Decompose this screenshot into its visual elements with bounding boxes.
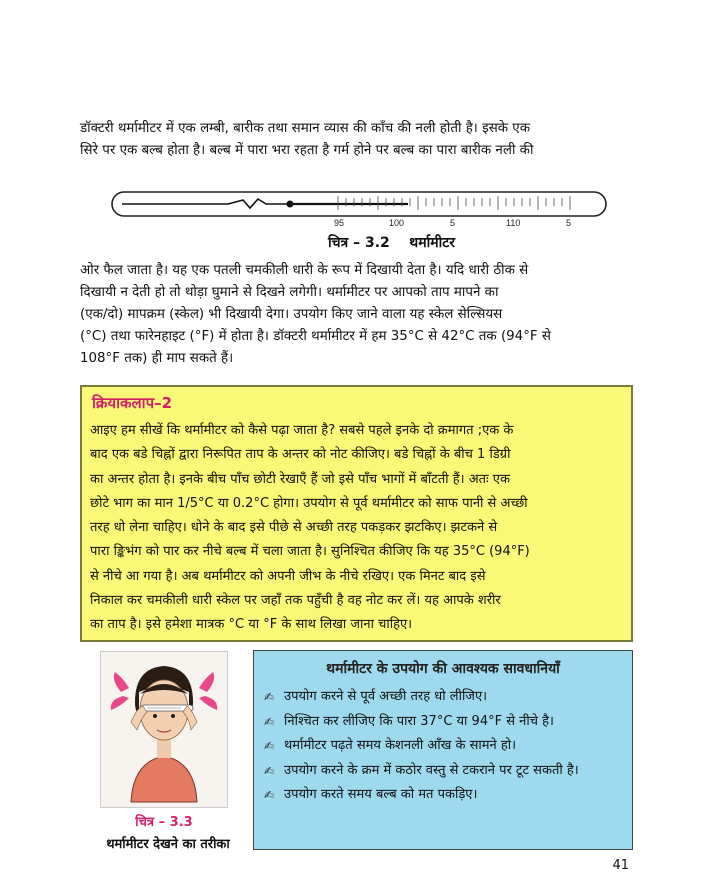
- activity-line: बाद एक बडे चिह्नों द्वारा निरूपित ताप के अन्तर को नोट कीजिए। बडे चिह्नों के बीच 1 डिग्री: [90, 447, 511, 463]
- precaution-item: ✍ उपयोग करने के क्रम में कठोर वस्तु से टकराने पर टूट सकती है।: [262, 759, 626, 784]
- figure-3-2-caption: [328, 233, 455, 252]
- activity-line: से नीचे आ गया है। अब थर्मामीटर को अपनी जीभ के नीचे रखिए। एक मिनट बाद इसे: [90, 568, 486, 584]
- precautions-box: [253, 650, 633, 850]
- scale-label: 95: [334, 218, 345, 228]
- scale-label: 5: [450, 218, 456, 228]
- intro-line: सिरे पर एक बल्ब होता है। बल्ब में पारा भरा रहता है गर्म होने पर बल्ब का पारा बारीक नली की: [80, 143, 534, 158]
- pen-bullet-icon: ✍: [264, 763, 275, 778]
- pen-bullet-icon: ✍: [264, 690, 275, 704]
- figure-caption-text: थर्मामीटर: [409, 235, 456, 251]
- page-number: 41: [612, 858, 629, 873]
- precaution-item: ✍ उपयोग करने से पूर्व अच्छी तरह धो लीजिए।: [262, 685, 626, 710]
- pen-bullet-icon: ✍: [264, 788, 275, 802]
- scale-label: 110: [506, 218, 521, 228]
- activity-line: का ताप है। इसे हमेशा मात्रक °C या °F के साथ लिखा जाना चाहिए।: [90, 617, 413, 633]
- intro-line: डॉक्टरी थर्मामीटर में एक लम्बी, बारीक तथा समान व्यास की काँच की नली होती है। इसके एक: [80, 121, 530, 136]
- thermometer-illustration: [108, 186, 612, 232]
- activity-line: पारा ङ्किभंग को पार कर नीचे बल्ब में चला जाता है। सुनिश्चित कीजिए कि यह 35°C (94°F): [90, 544, 530, 560]
- activity-line: तरह धो लेना चाहिए। धोने के बाद इसे पीछे से अच्छी तरह पकड़कर झटकिए। झटकने से: [90, 520, 498, 536]
- activity-line: छोटे भाग का मान 1/5°C या 0.2°C होगा। उपयोग से पूर्व थर्मामीटर को साफ पानी से अच्छी: [90, 495, 528, 511]
- figure-3-3-caption: चित्र – 3.3: [135, 815, 193, 830]
- precaution-item: ✍ थर्मामीटर पढ़ते समय केशनली आँख के सामने हो।: [262, 734, 626, 759]
- body-line: 108°F तक) ही माप सकते हैं।: [80, 351, 234, 366]
- figure-3-3-caption-text: थर्मामीटर देखने का तरीका: [106, 837, 230, 852]
- activity-body: [90, 419, 626, 638]
- precaution-item: ✍ निश्चित कर लीजिए कि पारा 37°C या 94°F से नीचे है।: [262, 710, 626, 735]
- activity-box: [80, 385, 633, 642]
- body-line: ओर फैल जाता है। यह एक पतली चमकीली धारी के रूप में दिखायी देता है। यदि धारी ठीक से: [80, 263, 529, 278]
- body-paragraph: [80, 260, 636, 370]
- precautions-list: [262, 685, 626, 808]
- body-line: (एक/दो) मापक्रम (स्केल) भी दिखायी देगा। उपयोग किए जाने वाला यह स्केल सेल्सियस: [80, 307, 503, 322]
- precautions-title: थर्मामीटर के उपयोग की आवश्यक सावधानियाँ: [326, 661, 560, 677]
- activity-line: आइए हम सीखें कि थर्मामीटर को कैसे पढ़ा जाता है? सबसे पहले इनके दो क्रमागत ;एक के: [90, 423, 514, 438]
- girl-reading-thermometer-illustration: [100, 651, 228, 808]
- activity-title: क्रियाकलाप–2: [92, 394, 173, 412]
- pen-bullet-icon: ✍: [264, 714, 275, 729]
- pen-bullet-icon: ✍: [264, 739, 275, 753]
- activity-line: का अन्तर होता है। इनके बीच पाँच छोटी रेखाएँ हैं जो इसे पाँच भागों में बाँटती हैं। अतः एक: [90, 471, 510, 487]
- scale-label: 100: [389, 218, 405, 228]
- precaution-item: ✍ उपयोग करते समय बल्ब को मत पकड़िए।: [262, 783, 626, 808]
- scale-label: 5: [566, 218, 572, 228]
- body-line: (°C) तथा फारेनहाइट (°F) में होता है। डॉक्टरी थर्मामीटर में हम 35°C से 42°C तक (94°F से: [80, 329, 551, 344]
- activity-line: निकाल कर चमकीली धारी स्केल पर जहाँ तक पहुँची है वह नोट कर लें। यह आपके शरीर: [90, 593, 501, 609]
- intro-paragraph: [80, 118, 636, 162]
- body-line: दिखायी न देती हो तो थोड़ा घुमाने से दिखने लगेगी। थर्मामीटर पर आपको ताप मापने का: [80, 285, 499, 300]
- figure-caption-prefix: चित्र – 3.2: [328, 235, 390, 251]
